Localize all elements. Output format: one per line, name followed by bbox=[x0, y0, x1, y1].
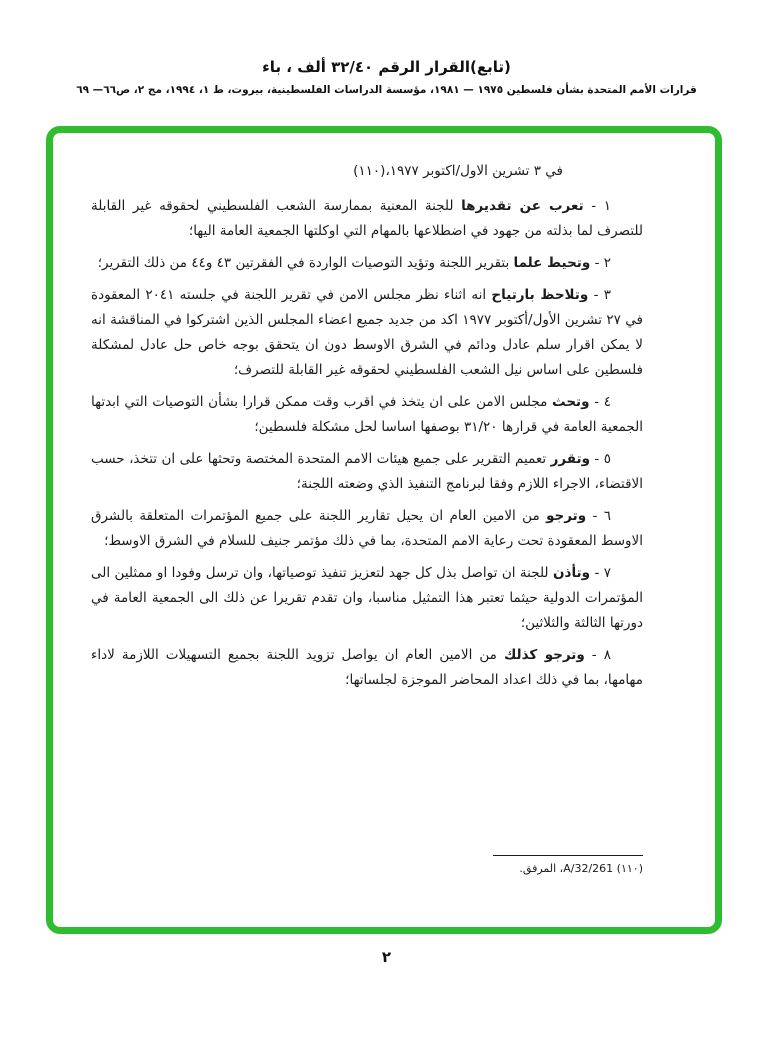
paragraph-lead: وتحيط علما bbox=[513, 255, 591, 271]
footnote-area bbox=[91, 855, 643, 875]
paragraph-lead: وترجو كذلك bbox=[503, 647, 585, 663]
resolution-intro-line: في ٣ تشرين الاول/اكتوبر ١٩٧٧،(١١٠) bbox=[353, 163, 563, 179]
resolution-paragraph-4 bbox=[91, 390, 643, 440]
footnote-separator bbox=[493, 855, 643, 856]
paragraph-number: ٢ - bbox=[594, 255, 611, 271]
paragraph-text: من الامين العام ان يحيل تقارير اللجنة على جميع المؤتمرات المتعلقة بالشرق الاوسط المعقودة تحت رعاية الامم المتحدة، بما في ذلك مؤتمر جنيف للسلام في الشرق الاوسط؛ bbox=[91, 508, 643, 549]
paragraph-number: ٧ - bbox=[594, 565, 612, 581]
paragraph-lead: وتقرر bbox=[550, 451, 590, 467]
paragraph-number: ٥ - bbox=[594, 451, 611, 467]
paragraph-text: للجنة ان تواصل بذل كل جهد لتعزيز تنفيذ توصياتها، وان ترسل وفودا او ممثلين الى المؤتمرات الدولية حيثما تعتبر هذا التمثيل مناسبا، وان تقدم تقريرا عن ذلك الى الجمعية العامة في دورتها الثالثة والثلاثين؛ bbox=[91, 565, 643, 631]
page-number: ٢ bbox=[381, 948, 392, 966]
paragraph-lead: وتحث bbox=[552, 394, 590, 410]
paragraph-text: انه اثناء نظر مجلس الامن في تقرير اللجنة في جلسته ٢٠٤١ المعقودة في ٢٧ تشرين الأول/أكتوبر ١٩٧٧ اكد من جديد جميع اعضاء المجلس الذين اشتركوا في المناقشة انه لا يمكن اقرار سلم عادل ودائم في الشرق الاوسط دون ان يتحقق بوجه خاص حل عادل لمشكلة فلسطين على اساس نيل الشعب الفلسطيني لحقوقه غير القابلة للتصرف؛ bbox=[91, 287, 643, 378]
footnote-text: (١١٠) A/32/261، المرفق. bbox=[519, 862, 643, 875]
resolution-paragraph-6 bbox=[91, 504, 643, 554]
paragraph-text: تعميم التقرير على جميع هيئات الامم المتحدة المختصة وتحثها على ان تتخذ، حسب الاقتضاء، الاجراء اللازم وفقا لبرنامج التنفيذ الذي وضعته اللجنة؛ bbox=[91, 451, 643, 492]
paragraph-text: بتقرير اللجنة وتؤيد التوصيات الواردة في الفقرتين ٤٣ و٤٤ من ذلك التقرير؛ bbox=[97, 255, 510, 271]
resolution-paragraph-8 bbox=[91, 643, 643, 693]
resolution-title: (تابع)القرار الرقم ٣٢/٤٠ ألف ، باء bbox=[262, 58, 511, 76]
paragraph-lead: وتأذن bbox=[553, 565, 590, 581]
resolution-paragraph-5 bbox=[91, 447, 643, 497]
paragraph-text: للجنة المعنية بممارسة الشعب الفلسطيني لحقوقه غير القابلة للتصرف لما بذلته من جهود في اضطلاعها بالمهام التي اوكلتها الجمعية العامة اليها؛ bbox=[91, 198, 643, 239]
page-header bbox=[0, 58, 773, 96]
paragraph-lead: تعرب عن تقديرها bbox=[461, 198, 584, 214]
resolution-paragraph-2 bbox=[91, 251, 643, 276]
paragraph-lead: وترجو bbox=[546, 508, 587, 524]
resolution-paragraph-7 bbox=[91, 561, 643, 636]
paragraph-number: ٦ - bbox=[592, 508, 612, 524]
resolution-paragraph-1 bbox=[91, 194, 643, 244]
source-citation: قرارات الأمم المتحدة بشأن فلسطين ١٩٧٥ — ١٩٨١، مؤسسة الدراسات الفلسطينية، بيروت، ط ١، ١٩٩٤، مج ٢، ص٦٦— ٦٩ bbox=[76, 84, 697, 96]
paragraph-number: ٣ - bbox=[593, 287, 612, 303]
paragraph-number: ١ - bbox=[591, 198, 611, 214]
paragraph-text: من الامين العام ان يواصل تزويد اللجنة بجميع التسهيلات اللازمة لاداء مهامها، بما في ذلك اعداد المحاضر الموجزة لجلساتها؛ bbox=[91, 647, 643, 688]
resolution-paragraph-3 bbox=[91, 283, 643, 383]
paragraph-text: مجلس الامن على ان يتخذ في اقرب وقت ممكن قرارا بشأن التوصيات التي ابدتها الجمعية العامة في قرارها ٣١/٢٠ بوصفها اساسا لحل مشكلة فلسطين؛ bbox=[91, 394, 643, 435]
paragraph-number: ٨ - bbox=[591, 647, 611, 663]
scanned-page-frame bbox=[46, 126, 722, 934]
resolution-body bbox=[91, 159, 643, 700]
paragraph-lead: وتلاحظ بارتياح bbox=[491, 287, 589, 303]
paragraph-number: ٤ - bbox=[594, 394, 611, 410]
